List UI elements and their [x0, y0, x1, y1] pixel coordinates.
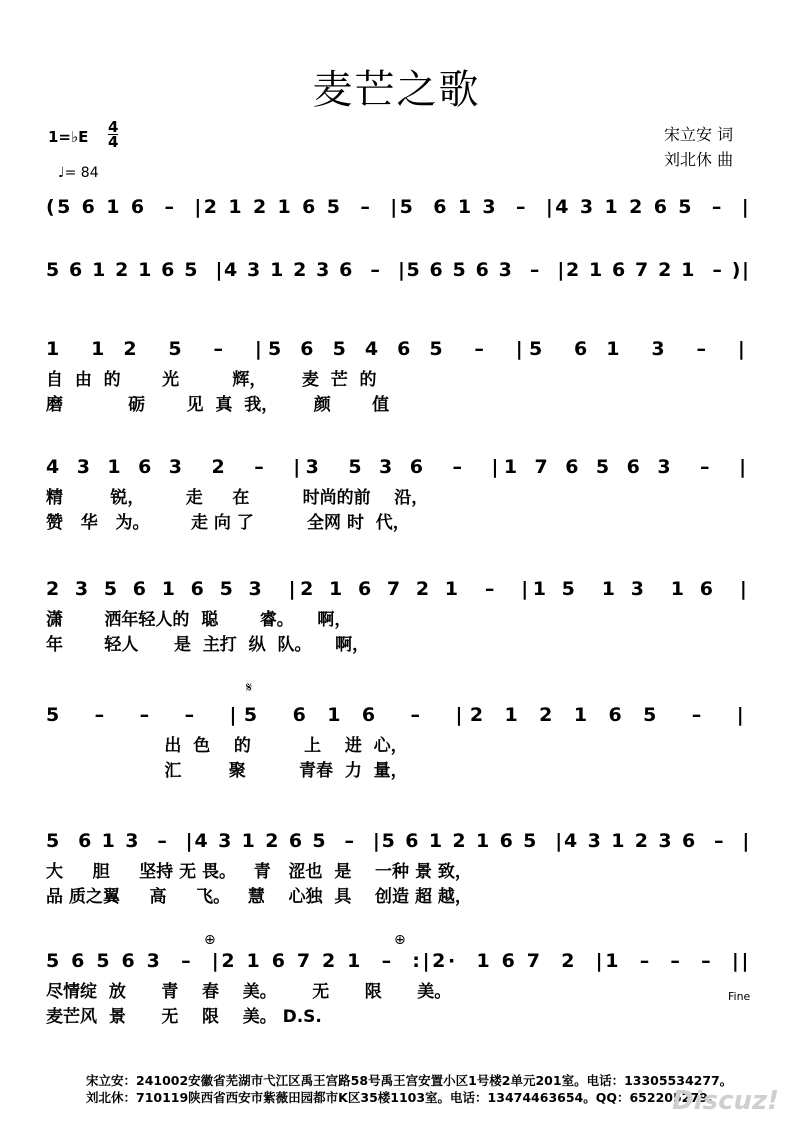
notation-line: 5 6 1 2 1 6 5 |4 3 1 2 3 6 – |5 6 5 6 3 – |2 1 6 7 2 1 – )| [46, 259, 751, 281]
notation-line: 5 6 5 6 3 – |2 1 6 7 2 1 – :|2· 1 6 7 2 |1 – – – || [46, 950, 752, 972]
notation-line: 1 1 2 5 – |5 6 5 4 6 5 – |5 6 1 3 – | [46, 338, 751, 360]
key-signature: 1=♭E [48, 128, 89, 146]
tempo-marking: ♩= 84 [58, 165, 99, 181]
fine-marking: Fine [728, 990, 751, 1003]
quarter-note-icon: ♩ [58, 165, 65, 181]
lyric-verse-2: 年 轻人 是 主打 纵 队。 啊， [46, 635, 370, 655]
notation-line: 4 3 1 6 3 2 – |3 5 3 6 – |1 7 6 5 6 3 – | [46, 456, 752, 478]
lyricist-credit: 宋立安 词 [664, 125, 734, 144]
coda-icon: ⊕ [204, 932, 216, 948]
lyric-verse-2: 品 质之翼 高 飞。 慧 心独 具 创造 超 越， [46, 887, 472, 907]
lyric-verse-1: 潇 洒年轻人的 聪 睿。 啊， [46, 610, 352, 630]
lyric-verse-2: 麦芒风 景 无 限 美。 D.S. [46, 1007, 322, 1027]
contact-footer: 宋立安：241002安徽省芜湖市弋江区禹王宫路58号禹王宫安置小区1号楼2单元201室。电话：13305534277。 刘北休：710119陕西省西安市紫薇田园都市K区35楼1103室。电话：13474463654。QQ：652205279。 [86, 1073, 733, 1105]
lyric-verse-1: 尽情绽 放 青 春 美。 无 限 美。 [46, 982, 452, 1002]
segno-icon: 𝄋 [246, 680, 253, 696]
time-signature: 4 4 [108, 118, 119, 151]
lyric-verse-1: 自 由 的 光 辉， 麦 芒 的 [46, 370, 377, 390]
coda-icon: ⊕ [394, 932, 406, 948]
lyric-verse-2: 磨 砺 见 真 我， 颜 值 [46, 395, 390, 415]
lyric-verse-1: 大 胆 坚持 无 畏。 青 涩也 是 一种 景 致， [46, 862, 472, 882]
lyric-verse-1: 精 锐， 走 在 时尚的前 沿， [46, 488, 429, 508]
notation-line: 5 6 1 3 – |4 3 1 2 6 5 – |5 6 1 2 1 6 5 |4 3 1 2 3 6 – | [46, 830, 752, 852]
lyric-verse-1: 出 色 的 上 进 心， [46, 736, 408, 756]
watermark: Discuz! [672, 1086, 779, 1116]
composer-credit: 刘北休 曲 [664, 150, 734, 169]
song-title: 麦芒之歌 [312, 67, 481, 113]
notation-line: 5 – – – |5 6 1 6 – |2 1 2 1 6 5 – | [46, 704, 752, 726]
lyric-verse-2: 赞 华 为。 走 向 了 全网 时 代， [46, 513, 410, 533]
lyric-verse-2: 汇 聚 青春 力 量， [46, 761, 408, 781]
notation-line: 2 3 5 6 1 6 5 3 |2 1 6 7 2 1 – |1 5 1 3 1 6 | [46, 578, 752, 600]
notation-line: (5 6 1 6 – |2 1 2 1 6 5 – |5 6 1 3 – |4 3 1 2 6 5 – | [46, 196, 752, 218]
